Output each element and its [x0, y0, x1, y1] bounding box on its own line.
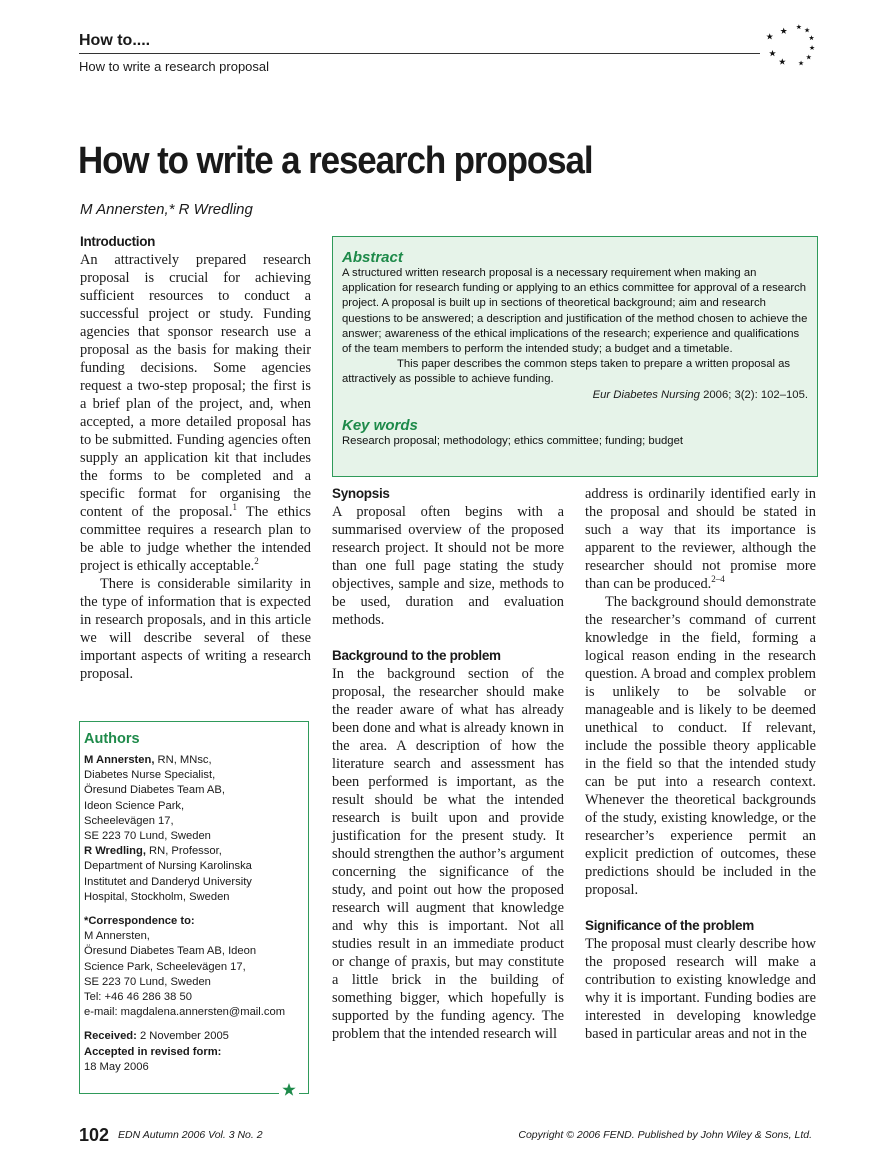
- author-1: M Annersten, RN, MNsc,: [84, 754, 212, 766]
- author-2: R Wredling, RN, Professor,: [84, 845, 222, 858]
- abstract-box: [332, 236, 818, 477]
- author-1-line: Öresund Diabetes Team AB,: [84, 784, 225, 797]
- abstract-text-2: This paper describes the common steps taken to prepare a written proposal as attractively as possible to achieve funding.: [342, 358, 791, 386]
- author-2-line: Department of Nursing Karolinska: [84, 860, 252, 873]
- accepted-label: Accepted in revised form:: [84, 1045, 222, 1058]
- correspondence-line: Öresund Diabetes Team AB, Ideon: [84, 945, 257, 958]
- column-3-paragraph-1: address is ordinarily identified early in the proposal and should be stated in such a way that its importance is apparent to the reviewer, although the researcher should not promise more than can be produced.$^{2-4}$: [585, 486, 816, 592]
- keywords-heading: Key words: [342, 416, 418, 434]
- introduction-paragraph-1: An attractively prepared research proposal is crucial for achieving sufficient resources to conduct a successful project or study. Funding agencies that sponsor research use a proposal as the basis for making their funding decisions. Some agencies request a two-step proposal; the first is a brief plan of the project, and, when accepted, a more detailed proposal has to be submitted. Funding agencies often supply an application kit that includes the forms to be completed and a specific format for organising the content of the proposal.$^1$ The ethics committee requires a research plan to be able to judge whether the intended project is ethically acceptable.$^2$: [80, 252, 312, 574]
- author-2-line: Institutet and Danderyd University: [84, 875, 252, 888]
- copyright-notice: Copyright © 2006 FEND. Published by John Wiley & Sons, Ltd.: [518, 1129, 812, 1141]
- keywords-text: Research proposal; methodology; ethics committee; funding; budget: [342, 434, 683, 447]
- header-rule: [79, 53, 760, 54]
- significance-heading: Significance of the problem: [585, 918, 754, 933]
- column-3-paragraph-2: The background should demonstrate the researcher’s command of current knowledge in the field, forming a logical reason ending in the research question. A broad and complex problem is unlikely to be solvable or manageable and is likely to be deemed unethical to conduct. If relevant, include the possible theory applicable in the field so that the intended study can be put into a research context. Whenever the theoretical backgrounds of the study, existing knowledge, or the researcher’s experience permit an explicit prediction of outcomes, these predictions should be included in the proposal.: [585, 594, 816, 898]
- author-1-line: Diabetes Nurse Specialist,: [84, 769, 216, 782]
- abstract-text: A structured written research proposal is a necessary requirement when making an application for research funding or applying to an ethics committee for approval of a research project. A proposal is built up in sections of theoretical background; aim and research questions to be answered; a description and justification of the method chosen to achieve the answer; awareness of the ethical implications of the research; experience and qualifications of the team members to perform the intended study; a budget and a timetable.: [342, 267, 808, 356]
- abstract-heading: Abstract: [342, 249, 403, 266]
- journal-issue: EDN Autumn 2006 Vol. 3 No. 2: [118, 1129, 263, 1141]
- correspondence-line: Tel: +46 46 286 38 50: [84, 991, 192, 1004]
- authors-box: [79, 721, 309, 1094]
- author-1-line: SE 223 70 Lund, Sweden: [84, 830, 211, 843]
- correspondence-line: Science Park, Scheelevägen 17,: [84, 960, 246, 973]
- correspondence-line: SE 223 70 Lund, Sweden: [84, 975, 211, 988]
- introduction-paragraph-2: There is considerable similarity in the type of information that is expected in research proposals, and in this article we will describe several of these important aspects of writing a research proposal.: [80, 576, 311, 682]
- synopsis-text: A proposal often begins with a summarised overview of the proposed research project. It should not be more than one full page stating the study objectives, sample and size, methods to be used, duration and evaluation methods.: [332, 504, 564, 628]
- correspondence-heading: *Correspondence to:: [84, 915, 195, 928]
- significance-text: The proposal must clearly describe how the proposed research will make a contribution to existing knowledge and why it is important. Funding bodies are interested in developing knowledge based in particular areas and not in the: [585, 936, 816, 1042]
- synopsis-heading: Synopsis: [332, 486, 390, 501]
- abstract-citation: Eur Diabetes Nursing 2006; 3(2): 102–105.: [592, 388, 808, 401]
- background-heading: Background to the problem: [332, 648, 501, 663]
- page-number: 102: [79, 1125, 110, 1145]
- author-2-line: Hospital, Stockholm, Sweden: [84, 890, 230, 903]
- introduction-heading: Introduction: [80, 234, 156, 249]
- eu-stars-logo-icon: [762, 22, 824, 84]
- received-date: Received: 2 November 2005: [84, 1030, 229, 1043]
- authors-heading: Authors: [84, 731, 140, 747]
- author-1-line: Ideon Science Park,: [84, 799, 185, 812]
- column-2: [332, 485, 564, 1043]
- article-title: How to write a research proposal: [78, 140, 593, 182]
- running-title: How to write a research proposal: [79, 59, 270, 74]
- correspondence-email[interactable]: e-mail: magdalena.annersten@mail.com: [84, 1006, 286, 1019]
- column-3: [585, 485, 816, 1043]
- author-byline: M Annersten,* R Wredling: [80, 201, 253, 218]
- star-icon: [279, 1083, 299, 1102]
- accepted-date: 18 May 2006: [84, 1060, 149, 1073]
- author-1-line: Scheelevägen 17,: [84, 814, 174, 827]
- correspondence-line: M Annersten,: [84, 930, 150, 943]
- introduction-section: [80, 233, 311, 683]
- section-label: How to....: [79, 32, 151, 49]
- background-text: In the background section of the proposal, the researcher should make the reader aware of what has already been done and what is already known in the area. A description of how the literature search and assessment has been performed is important, as the result should be what the intended research is built upon and provide justification for the present study. It should strengthen the author’s argument concerning the significance of the study, and point out how the proposed research will augment that knowledge and why this is important. Not all studies result in an immediate product or change of praxis, but may constitute a little brick in the building of something bigger, which hopefully is supported by the funding agency. The problem that the intended research will: [332, 666, 564, 1042]
